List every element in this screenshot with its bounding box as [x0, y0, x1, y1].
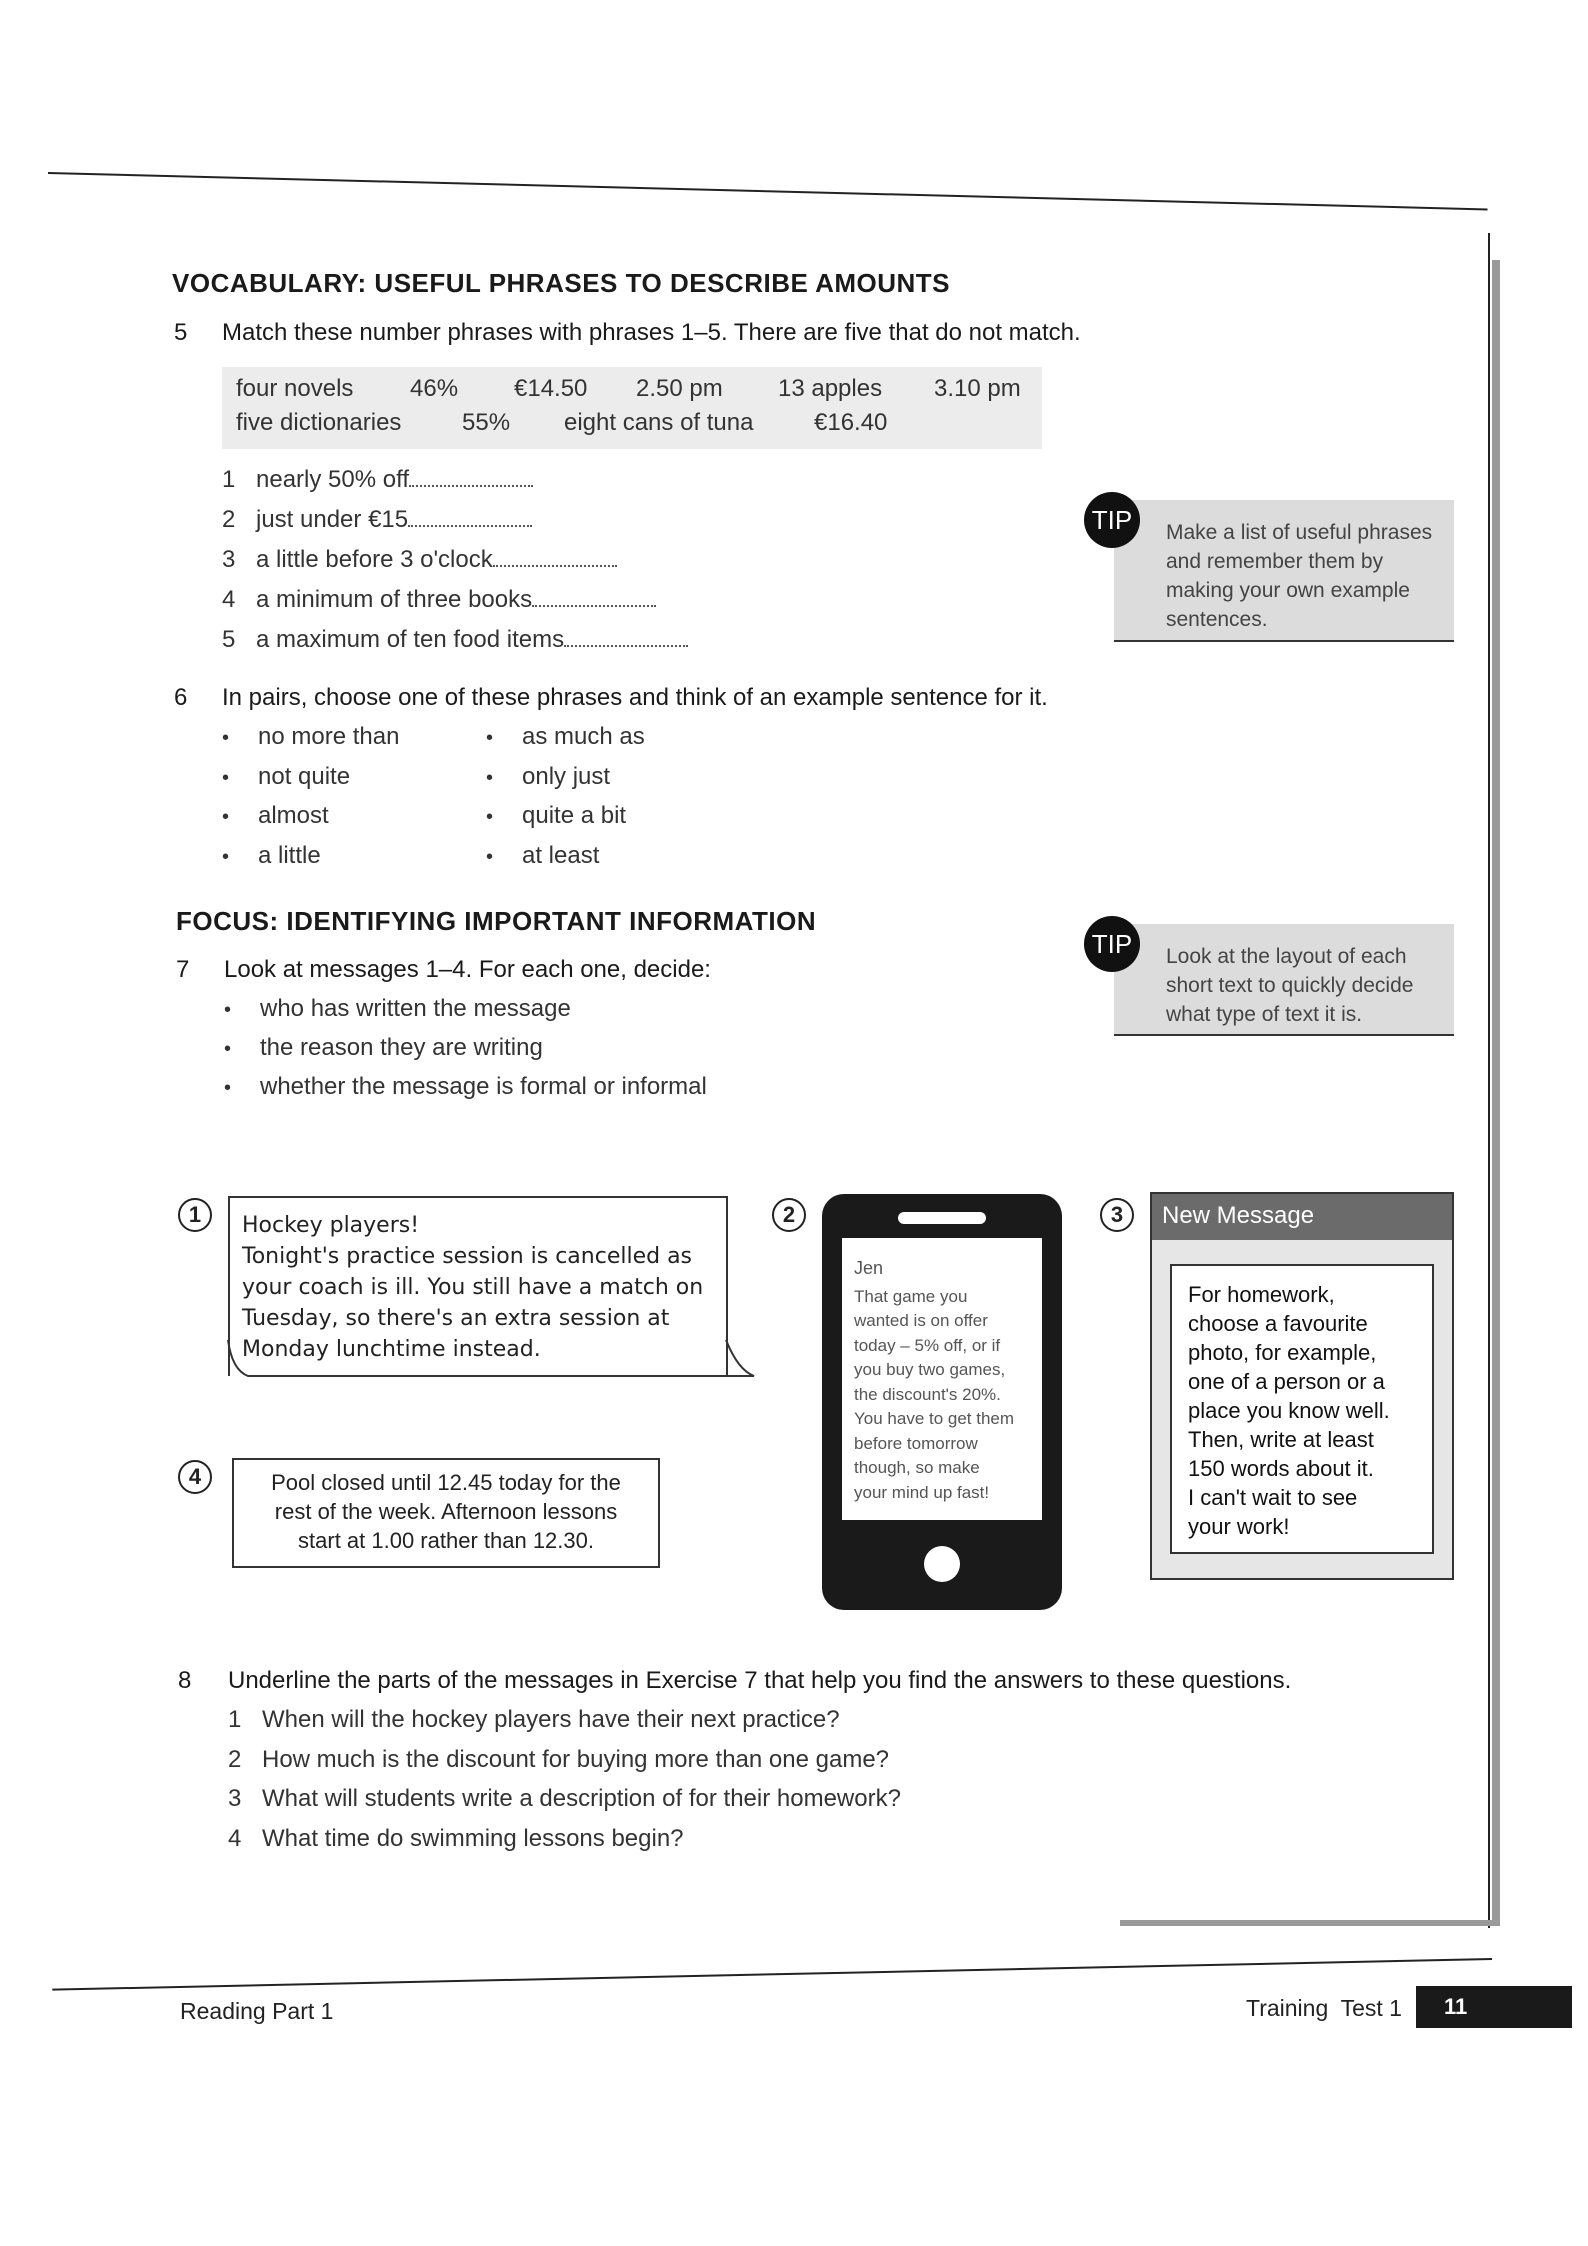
bottom-shadow — [1120, 1920, 1500, 1926]
bottom-rule — [52, 1958, 1492, 1991]
answer-blank[interactable] — [409, 467, 533, 487]
phrase-bullet: • as much as — [486, 723, 645, 751]
exercise-5-instruction: Match these number phrases with phrases 1–5. There are five that do not match. — [222, 319, 1081, 346]
exercise-8-number: 8 — [178, 1667, 192, 1694]
sms-line: you buy two games, — [854, 1360, 1006, 1379]
right-shadow — [1492, 260, 1500, 1925]
sms-line: the discount's 20%. — [854, 1384, 1001, 1404]
question-item: 1 When will the hockey players have their next practice? — [228, 1706, 840, 1733]
message-line: photo, for example, — [1188, 1340, 1377, 1365]
phrase-bullet: • only just — [486, 763, 610, 791]
question-bullet: • who has written the message — [224, 995, 571, 1023]
notice-line: start at 1.00 rather than 12.30. — [298, 1528, 594, 1553]
phone-home-button — [924, 1546, 960, 1582]
message-line: choose a favourite — [1188, 1311, 1368, 1336]
list-item: 5 a maximum of ten food items — [222, 626, 688, 654]
message-line: place you know well. — [1188, 1398, 1390, 1423]
message-line: For homework, — [1188, 1282, 1335, 1307]
sms-sender: Jen — [854, 1258, 884, 1278]
message-3-number: 3 — [1100, 1198, 1134, 1232]
message-line: Tonight's practice session is cancelled as — [242, 1244, 693, 1269]
message-line: your coach is ill. You still have a match on — [242, 1275, 704, 1300]
answer-blank[interactable] — [532, 587, 656, 607]
list-item: 1 nearly 50% off — [222, 466, 533, 494]
exercise-7-number: 7 — [176, 956, 190, 983]
phrase: 55% — [462, 409, 511, 436]
phrase: eight cans of tuna — [564, 409, 754, 436]
question-item: 3 What will students write a description of for their homework? — [228, 1785, 901, 1812]
message-line: I can't wait to see — [1188, 1485, 1358, 1510]
page-number: 11 — [1416, 1986, 1572, 2028]
message-4-notice — [232, 1458, 660, 1568]
question-item: 4 What time do swimming lessons begin? — [228, 1825, 684, 1852]
message-2-number: 2 — [772, 1198, 806, 1232]
phrase: 3.10 pm — [934, 375, 1021, 402]
phrase: €16.40 — [814, 409, 888, 436]
phrase: four novels — [236, 375, 354, 402]
phrase-bullet: • quite a bit — [486, 802, 626, 830]
answer-blank[interactable] — [408, 507, 532, 527]
phrase: 13 apples — [778, 375, 883, 402]
phrase-bullet: • almost — [222, 802, 329, 830]
message-line: Hockey players! — [242, 1213, 420, 1238]
tip-box-2: Look at the layout of each short text to quickly decide what type of text it is. — [1114, 924, 1454, 1036]
exercise-7-instruction: Look at messages 1–4. For each one, decide: — [224, 956, 711, 983]
speech-bubble-tail — [226, 1340, 756, 1380]
tip-badge-1: TIP — [1084, 492, 1140, 548]
phrase: 46% — [410, 375, 459, 402]
message-1-number: 1 — [178, 1198, 212, 1232]
message-4-number: 4 — [178, 1460, 212, 1494]
message-line: 150 words about it. — [1188, 1456, 1374, 1481]
sms-line: today – 5% off, or if — [854, 1335, 1001, 1355]
sms-line: though, so make — [854, 1458, 980, 1477]
focus-heading: FOCUS: IDENTIFYING IMPORTANT INFORMATION — [176, 906, 817, 936]
message-line: one of a person or a — [1188, 1369, 1385, 1394]
notice-line: rest of the week. Afternoon lessons — [274, 1499, 618, 1524]
tip-box-1: Make a list of useful phrases and remember them by making your own example sentences. — [1114, 500, 1454, 642]
phone-speaker — [898, 1212, 986, 1224]
footer-section-label: Reading Part 1 — [180, 1998, 334, 2024]
answer-blank[interactable] — [564, 627, 688, 647]
question-bullet: • the reason they are writing — [224, 1034, 543, 1062]
message-line: Monday lunchtime instead. — [242, 1337, 541, 1362]
sms-line: before tomorrow — [854, 1433, 978, 1453]
sms-line: You have to get them — [854, 1409, 1015, 1428]
phrase-bullet: • not quite — [222, 763, 350, 791]
top-rule — [48, 172, 1488, 210]
new-message-window — [1150, 1192, 1454, 1580]
phrase-bullet: • no more than — [222, 723, 399, 751]
phrase: 2.50 pm — [636, 375, 723, 402]
tip-badge-2: TIP — [1084, 916, 1140, 972]
sms-line: your mind up fast! — [854, 1482, 990, 1502]
phrase: five dictionaries — [236, 409, 402, 436]
question-bullet: • whether the message is formal or informal — [224, 1073, 707, 1101]
question-item: 2 How much is the discount for buying more than one game? — [228, 1746, 890, 1773]
list-item: 4 a minimum of three books — [222, 586, 656, 614]
answer-blank[interactable] — [493, 547, 617, 567]
message-line: Tuesday, so there's an extra session at — [242, 1306, 670, 1331]
phone-icon — [822, 1194, 1062, 1610]
new-message-body — [1170, 1264, 1434, 1554]
footer-test-label: Training Test 1 — [1246, 1995, 1402, 2021]
sms-line: That game you — [854, 1286, 968, 1306]
phrase: €14.50 — [514, 375, 588, 402]
phrase-box — [222, 367, 1042, 449]
list-item: 2 just under €15 — [222, 506, 532, 534]
exercise-6-number: 6 — [174, 684, 188, 711]
message-line: your work! — [1188, 1514, 1290, 1539]
exercise-8-instruction: Underline the parts of the messages in Exercise 7 that help you find the answers to these questions. — [228, 1667, 1292, 1694]
notice-line: Pool closed until 12.45 today for the — [271, 1470, 621, 1495]
message-line: Then, write at least — [1188, 1427, 1374, 1452]
phrase-bullet: • a little — [222, 842, 321, 870]
sms-line: wanted is on offer — [854, 1311, 988, 1330]
exercise-6-instruction: In pairs, choose one of these phrases and think of an example sentence for it. — [222, 684, 1048, 711]
list-item: 3 a little before 3 o'clock — [222, 546, 617, 574]
right-rule — [1488, 233, 1490, 1928]
vocab-heading: VOCABULARY: USEFUL PHRASES TO DESCRIBE AMOUNTS — [172, 268, 951, 298]
exercise-5-number: 5 — [174, 319, 188, 346]
phrase-bullet: • at least — [486, 842, 599, 870]
phone-screen — [842, 1238, 1042, 1520]
new-message-title: New Message — [1152, 1194, 1452, 1240]
